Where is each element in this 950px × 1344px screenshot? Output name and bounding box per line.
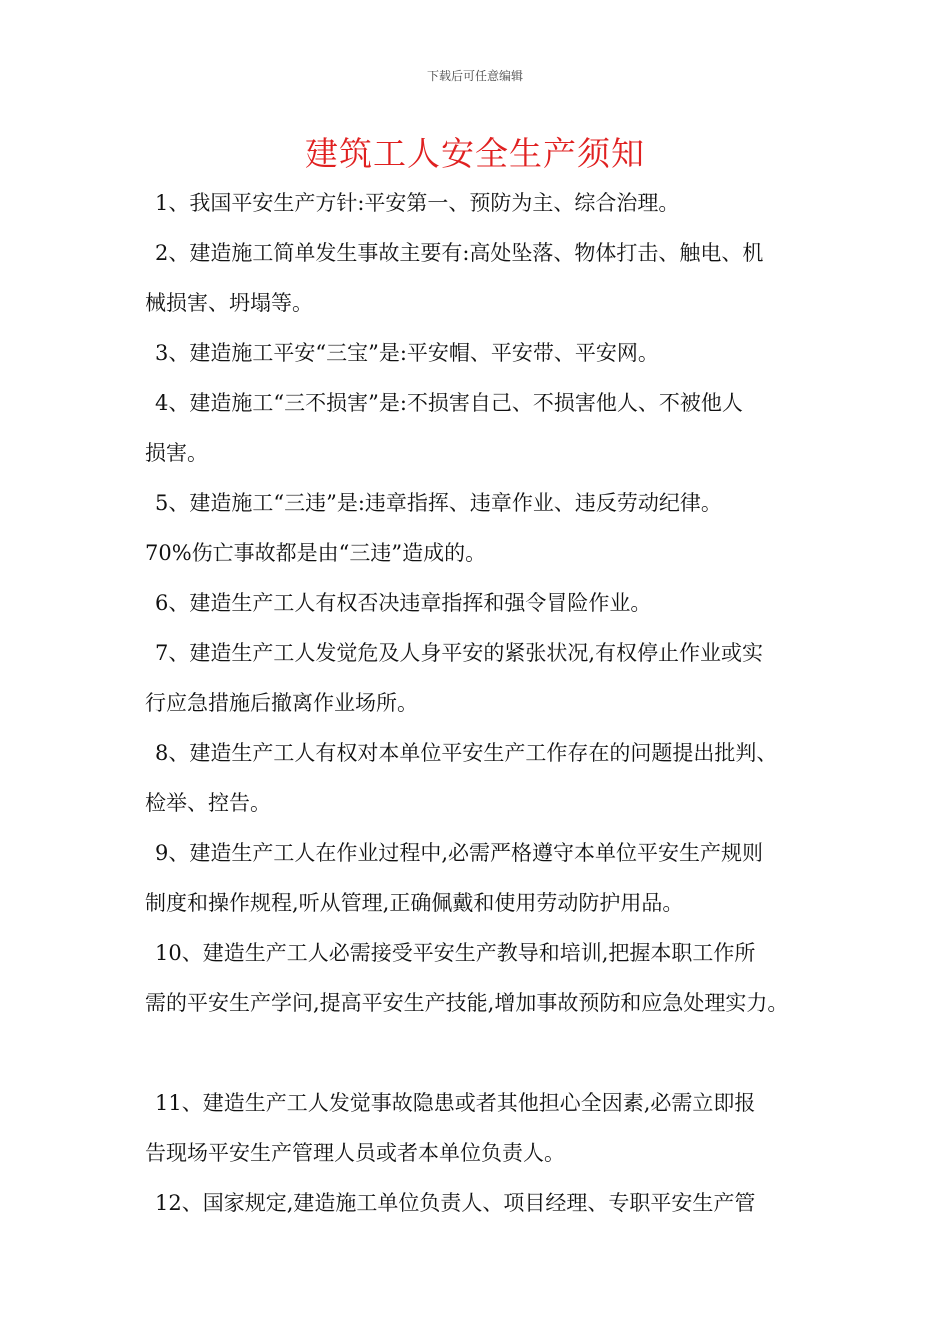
list-item <box>145 578 815 628</box>
header-note: 下载后可任意编辑 <box>426 69 523 83</box>
list-item <box>145 228 815 328</box>
item-line: 7、建造生产工人发觉危及人身平安的紧张状况,有权停止作业或实 <box>155 641 764 665</box>
document-body <box>145 178 815 1228</box>
item-line: 10、建造生产工人必需接受平安生产教导和培训,把握本职工作所 <box>155 941 756 965</box>
item-line-continued: 70%伤亡事故都是由“三违”造成的。 <box>145 541 487 565</box>
item-line: 12、国家规定,建造施工单位负责人、项目经理、专职平安生产管 <box>155 1191 756 1215</box>
list-item <box>145 328 815 378</box>
list-item <box>145 378 815 478</box>
item-line-continued: 告现场平安生产管理人员或者本单位负责人。 <box>145 1141 565 1165</box>
item-line-continued: 检举、控告。 <box>145 791 271 815</box>
paragraph-gap <box>145 1028 815 1078</box>
item-line: 2、建造施工简单发生事故主要有:高处坠落、物体打击、触电、机 <box>155 241 764 265</box>
item-line-continued: 械损害、坍塌等。 <box>145 291 313 315</box>
item-line: 3、建造施工平安“三宝”是:平安帽、平安带、平安网。 <box>155 341 659 365</box>
list-item <box>145 1178 815 1228</box>
item-line: 8、建造生产工人有权对本单位平安生产工作存在的问题提出批判、 <box>155 741 778 765</box>
item-line: 1、我国平安生产方针:平安第一、预防为主、综合治理。 <box>155 191 680 215</box>
item-line: 5、建造施工“三违”是:违章指挥、违章作业、违反劳动纪律。 <box>155 491 722 515</box>
list-item <box>145 178 815 228</box>
item-line: 6、建造生产工人有权否决违章指挥和强令冒险作业。 <box>155 591 652 615</box>
item-line: 9、建造生产工人在作业过程中,必需严格遵守本单位平安生产规则 <box>155 841 764 865</box>
item-line: 4、建造施工“三不损害”是:不损害自己、不损害他人、不被他人 <box>155 391 743 415</box>
item-line-continued: 行应急措施后撤离作业场所。 <box>145 691 418 715</box>
list-item <box>145 1078 815 1178</box>
list-item <box>145 478 815 578</box>
list-item <box>145 928 815 1028</box>
list-item <box>145 828 815 928</box>
list-item <box>145 628 815 728</box>
item-line-continued: 损害。 <box>145 441 208 465</box>
item-line-continued: 需的平安生产学问,提高平安生产技能,增加事故预防和应急处理实力。 <box>145 991 789 1015</box>
item-line-continued: 制度和操作规程,听从管理,正确佩戴和使用劳动防护用品。 <box>145 891 684 915</box>
document-title: 建筑工人安全生产须知 <box>305 134 645 173</box>
item-line: 11、建造生产工人发觉事故隐患或者其他担心全因素,必需立即报 <box>155 1091 756 1115</box>
list-item <box>145 728 815 828</box>
